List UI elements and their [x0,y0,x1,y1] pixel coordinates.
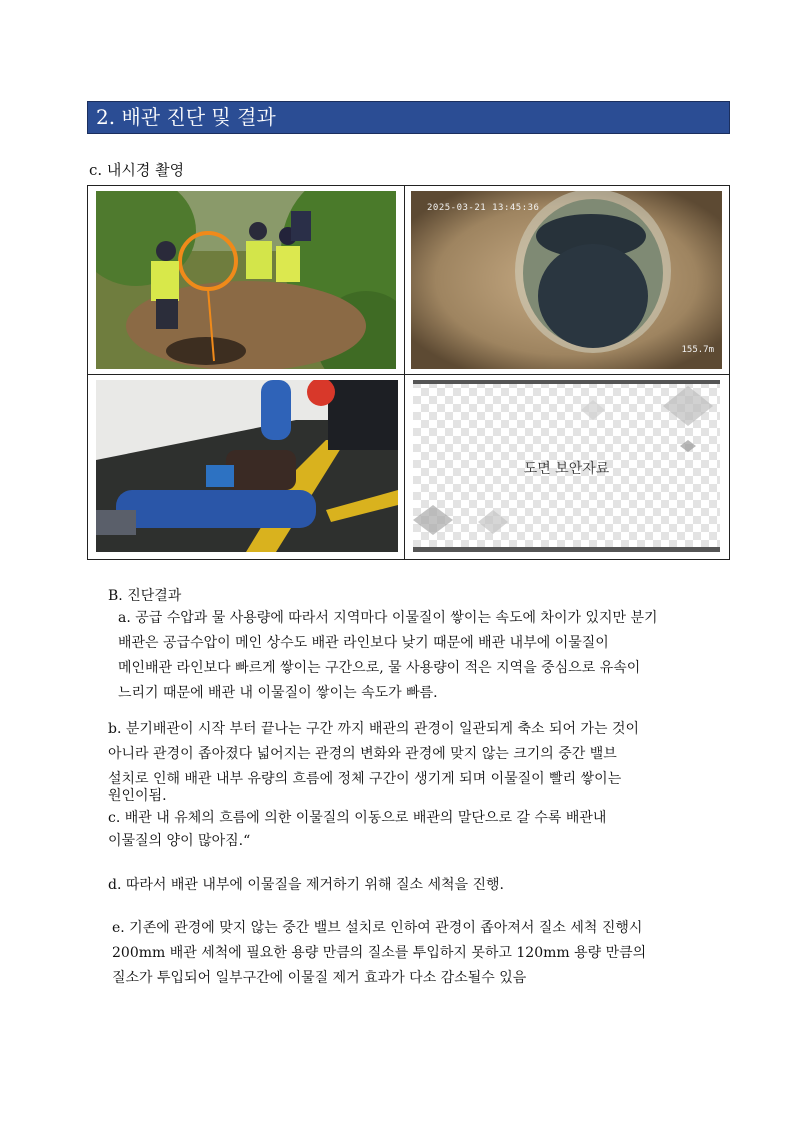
results-line-d1: d. 따라서 배관 내부에 이물질을 제거하기 위해 질소 세척을 진행. [108,877,505,893]
results-line-b2: 아니라 관경이 좁아졌다 넓어지는 관경의 변화와 관경에 맞지 않는 크기의 중간 밸브 [108,746,617,762]
photo-field-workers [96,191,396,369]
endoscope-timestamp: 2025-03-21 13:45:36 [427,203,540,213]
results-line-a2: 배관은 공급수압이 메인 상수도 배관 라인보다 낮기 때문에 배관 내부에 이물질이 [118,635,609,651]
results-line-e3: 질소가 투입되어 일부구간에 이물질 제거 효과가 다소 감소될수 있음 [112,970,527,986]
subsection-title: c. 내시경 촬영 [89,161,185,179]
grid-divider-vertical [404,186,405,559]
section-title: 2. 배관 진단 및 결과 [96,105,276,129]
results-line-b3: 설치로 인해 배관 내부 유량의 흐름에 정체 구간이 생기게 되며 이물질이 빨리 쌓이는 [108,771,622,787]
photo-endoscope-view [411,191,722,369]
results-line-c1: c. 배관 내 유체의 흐름에 의한 이물질의 이동으로 배관의 말단으로 갈 수록 배관내 [108,810,607,826]
results-line-b4: 원인이됨. [108,788,167,804]
results-line-b1: b. 분기배관이 시작 부터 끝나는 구간 까지 배관의 관경이 일관되게 축소 되어 가는 것이 [108,721,640,737]
secure-placeholder-label: 도면 보안자료 [523,461,610,477]
grid-divider-horizontal [88,374,729,375]
results-line-a3: 메인배관 라인보다 빠르게 쌓이는 구간으로, 물 사용량이 적은 지역을 중심으로 유속이 [118,660,641,676]
results-heading: B. 진단결과 [108,588,182,604]
endoscope-image [411,191,722,369]
field-workers-image [96,191,396,369]
results-line-a1: a. 공급 수압과 물 사용량에 따라서 지역마다 이물질이 쌓이는 속도에 차이가 있지만 분기 [118,610,658,626]
results-line-e1: e. 기존에 관경에 맞지 않는 중간 밸브 설치로 인하여 관경이 좁아져서 질소 세척 진행시 [112,920,643,936]
photo-grid [87,185,730,560]
section-header [87,101,730,134]
photo-secure-drawing [413,380,720,552]
results-line-e2: 200mm 배관 세척에 필요한 용량 만큼의 질소를 투입하지 못하고 120mm 용량 만큼의 [112,945,647,961]
photo-valve-installation [96,380,398,552]
results-line-c2: 이물질의 양이 많아짐.“ [108,833,251,849]
endoscope-distance: 155.7m [681,345,714,355]
results-line-a4: 느리기 때문에 배관 내 이물질이 쌓이는 속도가 빠름. [118,685,438,701]
valve-installation-image [96,380,398,552]
